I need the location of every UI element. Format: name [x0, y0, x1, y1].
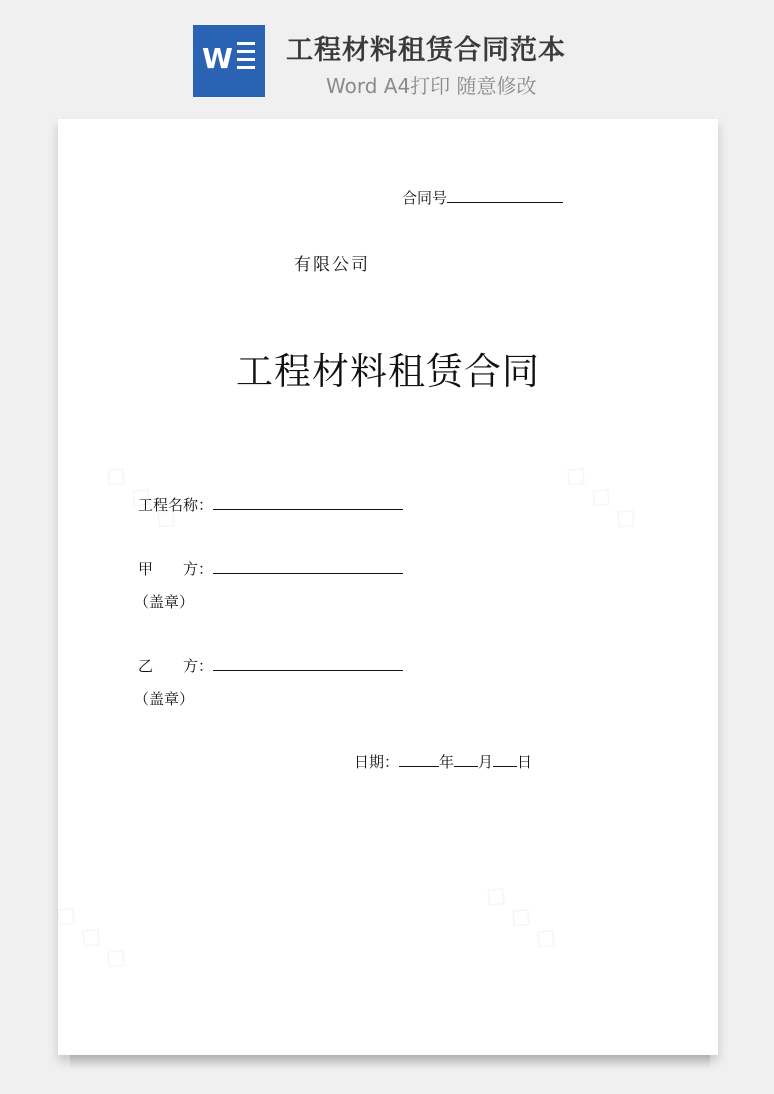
month-line	[454, 752, 478, 767]
company-name: 有限公司	[294, 255, 370, 275]
word-icon-lines	[237, 42, 255, 74]
party-b-field	[138, 655, 403, 676]
party-a-line	[213, 559, 403, 574]
page-subtitle: Word A4打印 随意修改	[326, 74, 537, 98]
date-label: 日期：	[354, 753, 400, 771]
document-page	[58, 119, 718, 1055]
project-name-line	[213, 495, 403, 510]
day-line	[493, 752, 517, 767]
page-title: 工程材料租赁合同范本	[286, 35, 566, 66]
word-icon	[193, 25, 265, 97]
header	[0, 0, 774, 118]
year-line	[399, 752, 439, 767]
page-shadow	[70, 1055, 710, 1069]
party-a-field	[138, 558, 403, 579]
watermark	[47, 895, 137, 979]
party-b-label: 乙 方：	[138, 657, 214, 675]
document-title: 工程材料租赁合同	[236, 350, 540, 393]
watermark	[477, 875, 567, 959]
contract-number-label: 合同号	[402, 189, 448, 207]
month-label: 月	[478, 753, 494, 771]
project-name-label: 工程名称：	[138, 496, 214, 514]
day-label: 日	[517, 753, 533, 771]
contract-number	[402, 187, 563, 208]
date-line	[354, 751, 532, 772]
contract-number-line	[447, 188, 563, 203]
party-b-line	[213, 656, 403, 671]
party-a-seal: （盖章）	[134, 593, 195, 611]
party-b-seal: （盖章）	[134, 690, 195, 708]
year-label: 年	[439, 753, 455, 771]
watermark	[557, 455, 647, 539]
party-a-label: 甲 方：	[138, 560, 214, 578]
word-icon-letter: W	[202, 42, 233, 75]
